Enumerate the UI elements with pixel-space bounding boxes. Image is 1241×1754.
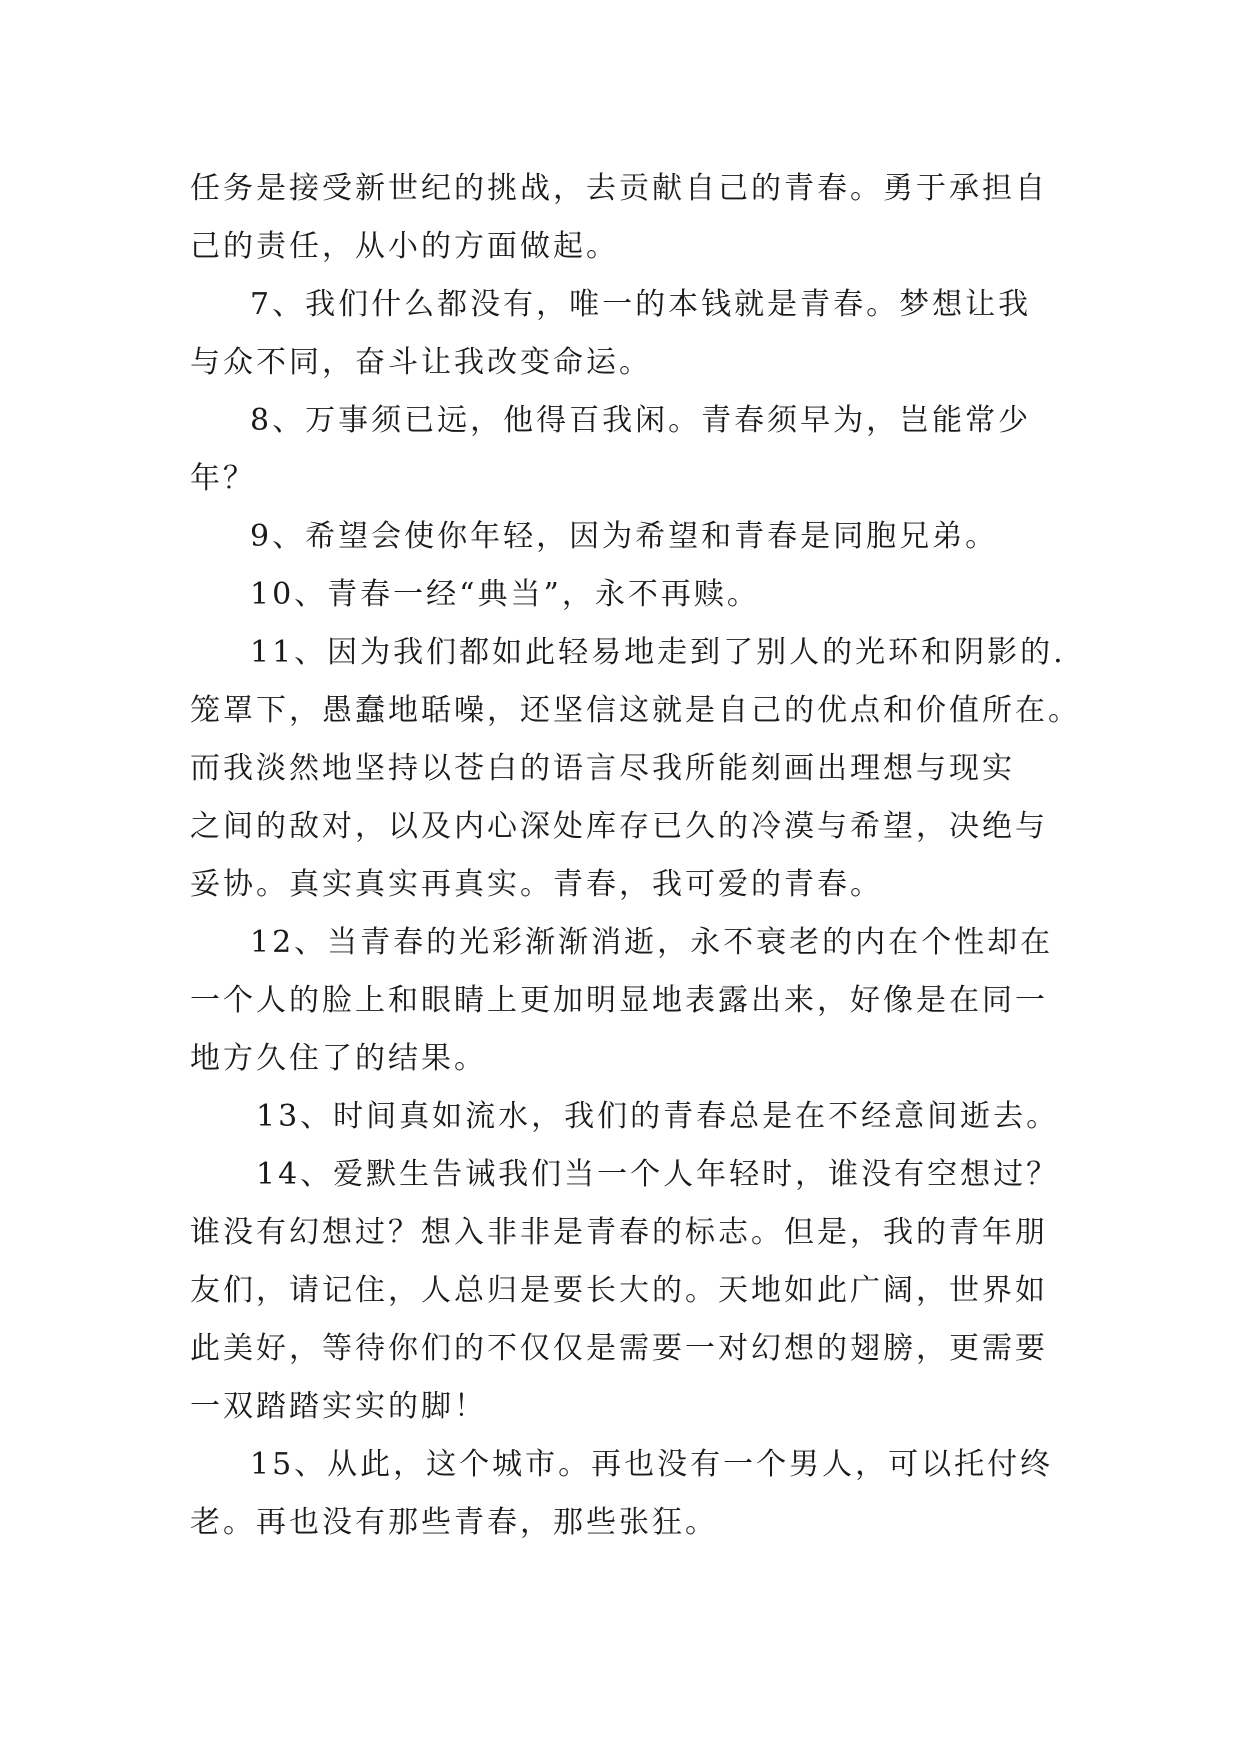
text-line: 8、万事须已远，他得百我闲。青春须早为，岂能常少 <box>250 403 1032 438</box>
text-line: 12、当青春的光彩渐渐消逝，永不衰老的内在个性却在 <box>250 925 1054 960</box>
text-line: 此美好，等待你们的不仅仅是需要一对幻想的翅膀，更需要 <box>190 1331 1048 1366</box>
text-line: 老。再也没有那些青春，那些张狂。 <box>190 1505 718 1540</box>
paragraph-15 <box>190 1436 1054 1552</box>
text-line: 10、青春一经“典当”，永不再赎。 <box>250 577 760 612</box>
paragraph-9 <box>190 508 1050 566</box>
text-line: 15、从此，这个城市。再也没有一个男人，可以托付终 <box>250 1447 1054 1482</box>
text-line: 己的责任，从小的方面做起。 <box>190 229 619 264</box>
text-line: 一个人的脸上和眼睛上更加明显地表露出来，好像是在同一 <box>190 983 1048 1018</box>
text-line: 13、时间真如流水，我们的青春总是在不经意间逝去。 <box>256 1099 1060 1134</box>
text-line: 谁没有幻想过？想入非非是青春的标志。但是，我的青年朋 <box>190 1215 1048 1250</box>
paragraph-13 <box>190 1088 1060 1146</box>
text-line: 任务是接受新世纪的挑战，去贡献自己的青春。勇于承担自 <box>190 171 1048 206</box>
text-line: 9、希望会使你年轻，因为希望和青春是同胞兄弟。 <box>250 519 999 554</box>
text-line: 地方久住了的结果。 <box>190 1041 487 1076</box>
paragraph-10 <box>190 566 1050 624</box>
text-line: 友们，请记住，人总归是要长大的。天地如此广阔，世界如 <box>190 1273 1048 1308</box>
paragraph-12 <box>190 914 1054 1088</box>
text-line: 一双踏踏实实的脚！ <box>190 1389 487 1424</box>
paragraph-8 <box>190 392 1050 508</box>
text-line: 11、因为我们都如此轻易地走到了别人的光环和阴影的. <box>250 635 1066 670</box>
text-line: 之间的敌对，以及内心深处库存已久的冷漠与希望，决绝与 <box>190 809 1048 844</box>
text-line: 7、我们什么都没有，唯一的本钱就是青春。梦想让我 <box>250 287 1032 322</box>
text-line: 笼罩下，愚蠢地聒噪，还坚信这就是自己的优点和价值所在。 <box>190 693 1081 728</box>
paragraph-14 <box>190 1146 1060 1436</box>
paragraph-6-continued <box>190 160 1050 276</box>
text-line: 与众不同，奋斗让我改变命运。 <box>190 345 652 380</box>
text-line: 而我淡然地坚持以苍白的语言尽我所能刻画出理想与现实 <box>190 751 1015 786</box>
paragraph-11 <box>190 624 1081 914</box>
paragraph-7 <box>190 276 1050 392</box>
text-line: 年？ <box>190 461 256 496</box>
document-body <box>190 160 1081 1552</box>
text-line: 14、爱默生告诫我们当一个人年轻时，谁没有空想过？ <box>256 1157 1060 1192</box>
text-line: 妥协。真实真实再真实。青春，我可爱的青春。 <box>190 867 883 902</box>
